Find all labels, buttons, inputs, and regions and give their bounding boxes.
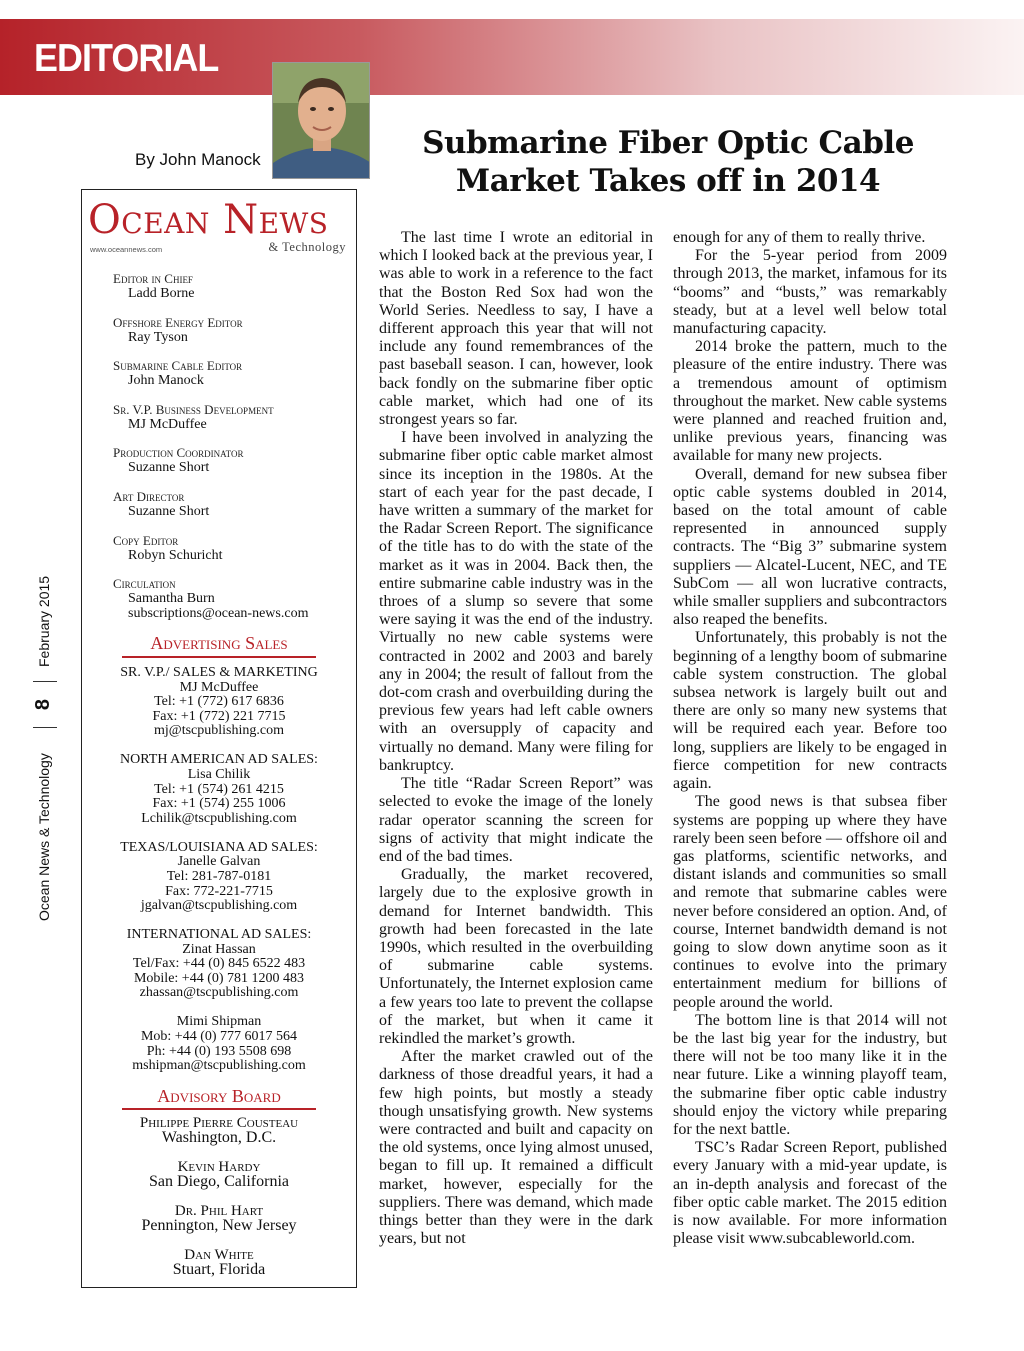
staff-entry bbox=[113, 316, 343, 360]
staff-entry bbox=[113, 403, 343, 447]
sales-tel: Tel: 281-787-0181 bbox=[166, 868, 272, 884]
staff-entry bbox=[113, 359, 343, 403]
masthead-box bbox=[81, 189, 357, 1288]
footer-divider bbox=[33, 681, 57, 682]
sales-tel: Tel/Fax: +44 (0) 845 6522 483 bbox=[132, 956, 306, 972]
staff-name: MJ McDuffee bbox=[128, 416, 207, 432]
sales-email-link[interactable]: jgalvan@tscpublishing.com bbox=[140, 898, 298, 914]
advisory-divider bbox=[122, 1108, 316, 1110]
staff-name: Samantha Burn bbox=[128, 591, 215, 607]
sales-tel: Mob: +44 (0) 777 6017 564 bbox=[140, 1029, 298, 1045]
sales-fax: Mobile: +44 (0) 781 1200 483 bbox=[133, 970, 305, 986]
staff-name: Ladd Borne bbox=[128, 286, 195, 301]
sales-email-link[interactable]: mshipman@tscpublishing.com bbox=[132, 1058, 306, 1074]
article-paragraph: The good news is that subsea fiber systems are popping up where they have rarely been seen before — offshore oil and gas platforms, scientific networks, and distant islands and communities so small and remote that submarine cables were never before considered an option. And, of course, Internet bandwidth demand is not going to slow down anytime soon as it continues to evolve into the primary entertainment medium for billions of people around the world. bbox=[673, 793, 947, 1011]
article-paragraph: After the market crawled out of the darkness of those dreadful years, it had a few high points, but mostly a steady though unsatisfying growth. New systems were contracted and built and capacity on the old systems, once lying almost unused, began to fill up. It remained a difficult market, however, especially for the suppliers. There was demand, which made things better than they were in the dark years, but not bbox=[379, 1048, 653, 1248]
staff-entry bbox=[113, 446, 343, 490]
sales-name: Lisa Chilik bbox=[187, 766, 251, 782]
publication-logo bbox=[88, 197, 350, 256]
sales-fax: Ph: +44 (0) 193 5508 698 bbox=[146, 1043, 292, 1059]
staff-role: Production Coordinator bbox=[113, 445, 244, 461]
advisory-name: Dan White bbox=[184, 1247, 254, 1263]
sales-fax: Fax: 772-221-7715 bbox=[165, 883, 273, 899]
subscriptions-email-link[interactable]: subscriptions@ocean-news.com bbox=[128, 606, 309, 622]
advisory-name: Kevin Hardy bbox=[177, 1159, 261, 1175]
advertising-sales-heading: Advertising Sales bbox=[150, 633, 288, 653]
editorial-banner bbox=[0, 19, 1024, 95]
advisory-member bbox=[88, 1248, 350, 1292]
sales-tel: Tel: +1 (574) 261 4215 bbox=[154, 781, 284, 797]
staff-entry bbox=[113, 490, 343, 534]
staff-role: Sr. V.P. Business Development bbox=[113, 401, 274, 417]
article-paragraph: The title “Radar Screen Report” was selected to evoke the image of the lonely radar operator scanning the screen for signs of activity that might indicate the end of the bad times. bbox=[379, 775, 653, 865]
advisory-list bbox=[88, 1116, 350, 1292]
sales-name: Mimi Shipman bbox=[176, 1014, 262, 1030]
advisory-location: Pennington, New Jersey bbox=[141, 1217, 297, 1234]
sales-name: Janelle Galvan bbox=[177, 854, 261, 870]
sales-fax: Fax: +1 (574) 255 1006 bbox=[152, 796, 286, 812]
page-footer-vertical bbox=[32, 576, 57, 921]
staff-entry bbox=[113, 577, 343, 621]
staff-name: Suzanne Short bbox=[128, 460, 210, 476]
staff-role: Copy Editor bbox=[113, 532, 179, 548]
advisory-member bbox=[88, 1160, 350, 1204]
byline: By John Manock bbox=[135, 150, 261, 169]
staff-name: John Manock bbox=[128, 373, 204, 389]
staff-entry bbox=[113, 534, 343, 578]
sales-title: INTERNATIONAL AD SALES: bbox=[126, 927, 312, 943]
sales-contact bbox=[88, 841, 350, 914]
article-paragraph: The bottom line is that 2014 will not be the last big year for the industry, but there will not be too many like it in the near future. Like a winning playoff team, the submarine fiber optic cable industry should enjoy the victory while preparing for the next battle. bbox=[673, 1011, 947, 1138]
article-paragraph: enough for any of them to really thrive. bbox=[673, 229, 926, 246]
sales-email-link[interactable]: Lchilik@tscpublishing.com bbox=[141, 810, 297, 826]
sales-contact bbox=[88, 753, 350, 826]
article-paragraph: For the 5-year period from 2009 through 2013, the market, infamous for its “booms” and “busts,” was remarkably steady, but at a level well below total manufacturing capacity. bbox=[673, 247, 947, 338]
advisory-member bbox=[88, 1116, 350, 1160]
sales-contact bbox=[88, 928, 350, 1001]
article-column-1 bbox=[379, 229, 653, 1248]
logo-subtitle: & Technology bbox=[268, 240, 346, 254]
logo-url: www.oceannews.com bbox=[90, 245, 163, 254]
sales-email-link[interactable]: mj@tscpublishing.com bbox=[154, 723, 284, 739]
page-number: 8 bbox=[32, 698, 54, 711]
logo-title: Ocean News bbox=[88, 197, 329, 243]
article-paragraph: 2014 broke the pattern, much to the pleasure of the entire industry. There was a tremendous amount of optimism throughout the market. New cable systems were planned and reached fruition and, unlike previous years, financing was available for many new projects. bbox=[673, 338, 947, 465]
advisory-member bbox=[88, 1204, 350, 1248]
article-paragraph: TSC’s Radar Screen Report, published every January with a mid-year update, is an in-depth analysis and forecast of the fiber optic cable market. The 2015 edition is now available. For more information please visit www.subcableworld.com. bbox=[673, 1139, 947, 1248]
advisory-name: Philippe Pierre Cousteau bbox=[139, 1115, 299, 1131]
sales-contacts bbox=[88, 666, 350, 1088]
author-photo bbox=[272, 62, 370, 179]
sales-name: Zinat Hassan bbox=[182, 941, 256, 957]
advisory-location: Washington, D.C. bbox=[161, 1129, 277, 1146]
advisory-board-heading: Advisory Board bbox=[157, 1086, 281, 1106]
staff-role: Art Director bbox=[113, 488, 185, 504]
advisory-name: Dr. Phil Hart bbox=[174, 1203, 264, 1219]
headline-line-1: Submarine Fiber Optic Cable bbox=[422, 125, 914, 161]
staff-entry bbox=[113, 272, 343, 316]
article-paragraph: Gradually, the market recovered, largely due to the explosive growth in demand for Internet bandwidth. This growth had been forecasted in the late 1990s, which resulted in the overbuilding of submarine cable systems. Unfortunately, the Internet explosion came a few years too late to prevent the collapse of the market, but when it came it rekindled the market’s growth. bbox=[379, 866, 653, 1047]
publication-name: Ocean News & Technology bbox=[36, 753, 52, 921]
staff-name: Ray Tyson bbox=[128, 329, 188, 345]
staff-role: Circulation bbox=[113, 576, 176, 592]
issue-date: February 2015 bbox=[36, 575, 52, 667]
article-column-2 bbox=[673, 229, 947, 1248]
sales-fax: Fax: +1 (772) 221 7715 bbox=[152, 708, 286, 724]
footer-divider bbox=[33, 727, 57, 728]
sales-contact bbox=[88, 666, 350, 739]
advertising-divider bbox=[122, 656, 316, 658]
headline-line-2: Market Takes off in 2014 bbox=[455, 163, 881, 199]
article-paragraph: The last time I wrote an editorial in which I looked back at the previous year, I was able to work in a reference to the fact that the Boston Red Sox had won the World Series. Needless to say, I have a different approach this year that will not include any found remembrances of the past baseball season. I can, however, look back fondly on the submarine fiber optic cable market, which had one of its strongest years so far. bbox=[379, 229, 653, 429]
staff-name: Suzanne Short bbox=[128, 503, 210, 519]
article-paragraph: Overall, demand for new subsea fiber optic cable systems doubled in 2014, based on the total amount of cable represented in announced supply contracts. The “Big 3” submarine system suppliers — Alcatel-Lucent, NEC, and TE SubCom — all won lucrative contracts, while smaller suppliers and subcontractors also reaped the benefits. bbox=[673, 465, 947, 629]
staff-role: Offshore Energy Editor bbox=[113, 314, 243, 330]
sales-title: TEXAS/LOUISIANA AD SALES: bbox=[120, 839, 318, 855]
staff-name: Robyn Schuricht bbox=[128, 547, 223, 563]
sales-email-link[interactable]: zhassan@tscpublishing.com bbox=[139, 985, 299, 1001]
sales-contact bbox=[88, 1015, 350, 1073]
staff-role: Submarine Cable Editor bbox=[113, 358, 243, 374]
sales-title: SR. V.P./ SALES & MARKETING bbox=[120, 665, 318, 680]
section-label: EDITORIAL bbox=[34, 37, 219, 80]
advisory-location: San Diego, California bbox=[149, 1173, 289, 1190]
staff-role: Editor in Chief bbox=[113, 271, 193, 286]
sales-tel: Tel: +1 (772) 617 6836 bbox=[154, 694, 284, 710]
sales-name: MJ McDuffee bbox=[179, 679, 259, 695]
staff-list bbox=[113, 272, 343, 621]
sales-title: NORTH AMERICAN AD SALES: bbox=[120, 752, 318, 768]
article-paragraph: I have been involved in analyzing the submarine fiber optic cable market almost since its inception in the 1980s. At the start of each year for the past decade, I have written a summary of the market for the Radar Screen Report. The significance of the title has to do with the state of the market as it was in 2004. Back then, the entire submarine cable industry was in the throes of a slump so severe that some were saying it was the end of the industry. Virtually no new cable systems were contracted in 2002 and 2003 and barely any in 2004; the result of fallout from the dot-com crash and overbuilding during the previous few years had left cable owners with an oversupply of capacity and virtually no demand. Many were filing for bankruptcy. bbox=[379, 429, 653, 774]
author-portrait-icon bbox=[273, 63, 370, 179]
article-paragraph: Unfortunately, this probably is not the beginning of a lengthy boom of submarine cable system construction. The global subsea network is largely built out and there are only so many new systems that will be required each year. Before too long, suppliers are likely to be engaged in fierce competition for new contracts again. bbox=[673, 629, 947, 793]
advisory-location: Stuart, Florida bbox=[172, 1261, 266, 1278]
article-headline bbox=[380, 124, 956, 200]
